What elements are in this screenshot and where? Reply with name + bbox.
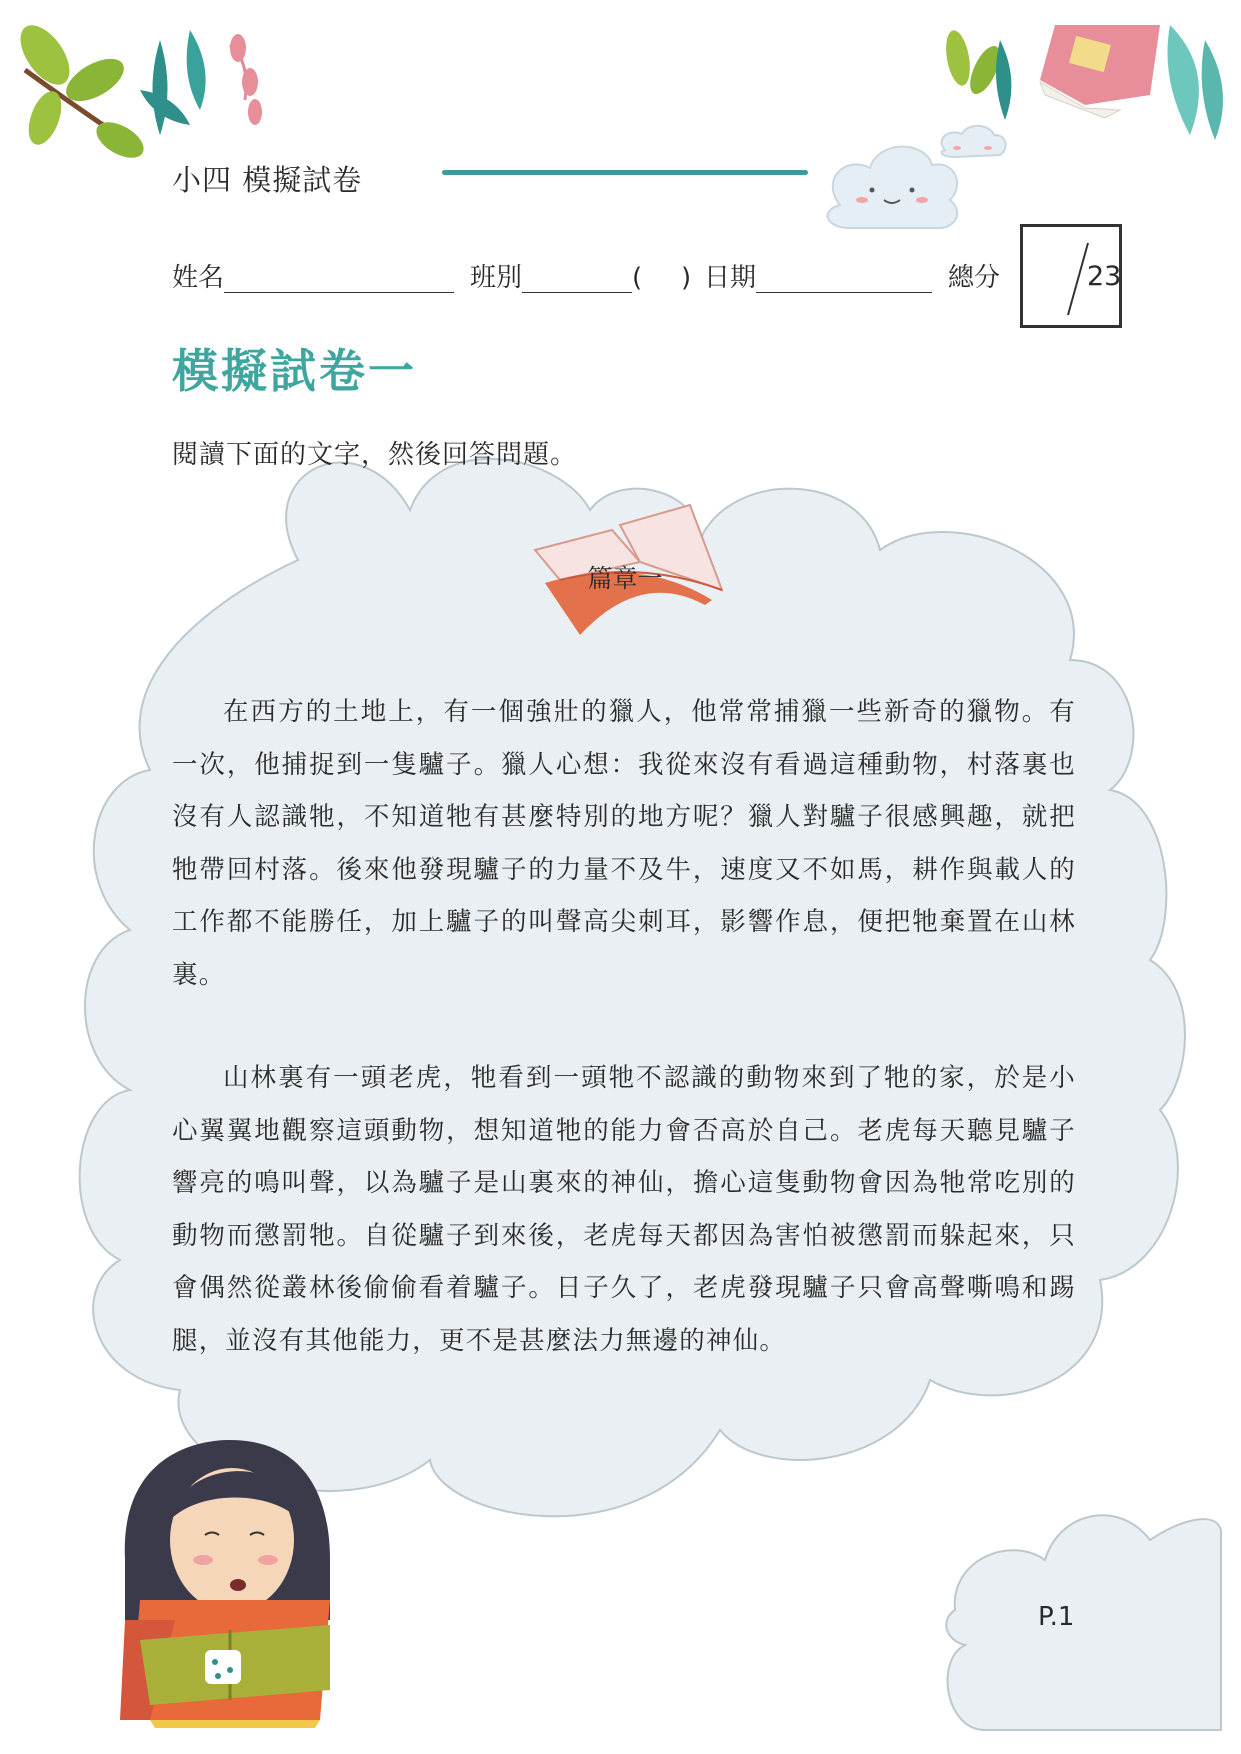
class-label: 班別	[470, 263, 523, 293]
girl-reading-icon	[120, 1440, 330, 1728]
class-number-paren-open: (	[632, 263, 643, 293]
date-label: 日期	[704, 263, 757, 293]
passage-paragraph: 在西方的土地上，有一個強壯的獵人，他常常捕獵一些新奇的獵物。有一次，他捕捉到一隻驢子。獵人心想：我從來沒有看過這種動物，村落裏也沒有人認識牠，不知道牠有甚麼特別的地方呢？獵人對驢子很感興趣，就把牠帶回村落。後來他發現驢子的力量不及牛，速度又不如馬，耕作與載人的工作都不能勝任，加上驢子的叫聲高尖刺耳，影響作息，便把牠棄置在山林裏。	[172, 697, 1076, 990]
class-number-paren-close: )	[681, 263, 692, 293]
date-field[interactable]	[756, 292, 932, 293]
header-divider	[442, 170, 808, 175]
page-number: P.1	[1038, 1602, 1075, 1632]
class-field[interactable]	[522, 292, 632, 293]
score-box[interactable]	[1020, 224, 1122, 328]
name-label: 姓名	[172, 263, 225, 293]
chapter-label: 篇章一	[587, 564, 663, 593]
score-total: 23	[1087, 261, 1122, 292]
leaves-top-right-icon	[942, 25, 1223, 140]
passage-paragraph: 山林裏有一頭老虎，牠看到一頭牠不認識的動物來到了牠的家，於是小心翼翼地觀察這頭動物，想知道牠的能力會否高於自己。老虎每天聽見驢子響亮的鳴叫聲，以為驢子是山裏來的神仙，擔心這隻動物會因為牠常吃別的動物而懲罰牠。自從驢子到來後，老虎每天都因為害怕被懲罰而躲起來，只會偶然從叢林後偷偷看着驢子。日子久了，老虎發現驢子只會高聲嘶鳴和踢腿，並沒有其他能力，更不是甚麼法力無邊的神仙。	[172, 1063, 1076, 1356]
cloud-bottom-right-shape	[946, 1515, 1221, 1730]
exam-title: 小四 模擬試卷	[172, 163, 363, 197]
section-title: 模擬試卷一	[172, 344, 417, 398]
class-number-field[interactable]	[650, 292, 680, 293]
leaves-top-left-icon	[11, 17, 262, 165]
instruction-text: 閱讀下面的文字，然後回答問題。	[172, 440, 578, 470]
score-label: 總分	[948, 263, 1001, 293]
cloud-face-icon	[828, 126, 1006, 228]
name-field[interactable]	[224, 292, 454, 293]
